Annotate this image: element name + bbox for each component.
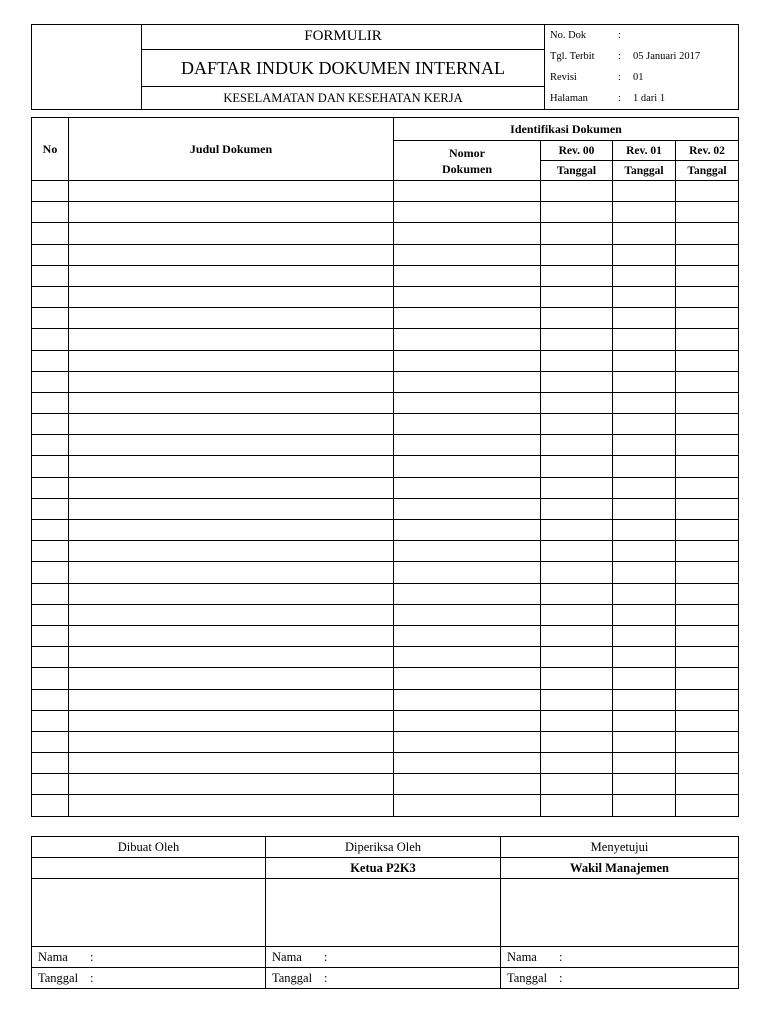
table-row bbox=[32, 244, 739, 265]
cell-nomor-dokumen[interactable] bbox=[394, 604, 541, 625]
cell-judul-dokumen[interactable] bbox=[69, 774, 394, 795]
cell-nomor-dokumen[interactable] bbox=[394, 583, 541, 604]
cell-tanggal-rev-01[interactable] bbox=[613, 181, 676, 202]
cell-judul-dokumen[interactable] bbox=[69, 520, 394, 541]
col-header-identifikasi: Identifikasi Dokumen bbox=[394, 118, 739, 141]
cell-nomor-dokumen[interactable] bbox=[394, 498, 541, 519]
cell-judul-dokumen[interactable] bbox=[69, 647, 394, 668]
cell-no[interactable] bbox=[32, 477, 69, 498]
cell-tanggal-rev-02[interactable] bbox=[676, 350, 739, 371]
cell-nomor-dokumen[interactable] bbox=[394, 774, 541, 795]
cell-tanggal-rev-02[interactable] bbox=[676, 477, 739, 498]
sig-date-field-diperiksa[interactable]: Tanggal : bbox=[266, 968, 501, 989]
col-header-tanggal-rev-02: Tanggal bbox=[676, 161, 739, 181]
cell-tanggal-rev-01[interactable] bbox=[613, 710, 676, 731]
cell-judul-dokumen[interactable] bbox=[69, 541, 394, 562]
cell-tanggal-rev-00[interactable] bbox=[541, 795, 613, 816]
cell-no[interactable] bbox=[32, 308, 69, 329]
col-header-tanggal-rev-00: Tanggal bbox=[541, 161, 613, 181]
cell-nomor-dokumen[interactable] bbox=[394, 520, 541, 541]
cell-tanggal-rev-01[interactable] bbox=[613, 286, 676, 307]
cell-tanggal-rev-00[interactable] bbox=[541, 625, 613, 646]
cell-tanggal-rev-01[interactable] bbox=[613, 625, 676, 646]
table-row bbox=[32, 498, 739, 519]
cell-no[interactable] bbox=[32, 265, 69, 286]
cell-tanggal-rev-01[interactable] bbox=[613, 541, 676, 562]
table-row bbox=[32, 329, 739, 350]
cell-no[interactable] bbox=[32, 244, 69, 265]
cell-tanggal-rev-01[interactable] bbox=[613, 647, 676, 668]
sig-date-field-menyetujui[interactable]: Tanggal : bbox=[501, 968, 739, 989]
cell-nomor-dokumen[interactable] bbox=[394, 689, 541, 710]
cell-judul-dokumen[interactable] bbox=[69, 392, 394, 413]
cell-tanggal-rev-00[interactable] bbox=[541, 371, 613, 392]
table-row bbox=[32, 604, 739, 625]
cell-no[interactable] bbox=[32, 774, 69, 795]
cell-tanggal-rev-01[interactable] bbox=[613, 689, 676, 710]
sig-title-dibuat: Dibuat Oleh bbox=[32, 837, 266, 858]
cell-nomor-dokumen[interactable] bbox=[394, 795, 541, 816]
table-row bbox=[32, 456, 739, 477]
cell-nomor-dokumen[interactable] bbox=[394, 477, 541, 498]
sig-role-menyetujui: Wakil Manajemen bbox=[501, 858, 739, 879]
cell-tanggal-rev-02[interactable] bbox=[676, 731, 739, 752]
cell-judul-dokumen[interactable] bbox=[69, 244, 394, 265]
cell-nomor-dokumen[interactable] bbox=[394, 456, 541, 477]
cell-nomor-dokumen[interactable] bbox=[394, 350, 541, 371]
cell-judul-dokumen[interactable] bbox=[69, 456, 394, 477]
cell-tanggal-rev-01[interactable] bbox=[613, 244, 676, 265]
cell-tanggal-rev-00[interactable] bbox=[541, 498, 613, 519]
cell-tanggal-rev-02[interactable] bbox=[676, 520, 739, 541]
cell-nomor-dokumen[interactable] bbox=[394, 202, 541, 223]
cell-tanggal-rev-01[interactable] bbox=[613, 435, 676, 456]
cell-tanggal-rev-01[interactable] bbox=[613, 753, 676, 774]
cell-no[interactable] bbox=[32, 668, 69, 689]
meta-row-halaman: Halaman : 1 dari 1 bbox=[550, 93, 666, 104]
cell-tanggal-rev-01[interactable] bbox=[613, 329, 676, 350]
table-row bbox=[32, 625, 739, 646]
meta-row-tgl-terbit: Tgl. Terbit : 05 Januari 2017 bbox=[550, 51, 701, 62]
cell-judul-dokumen[interactable] bbox=[69, 668, 394, 689]
cell-tanggal-rev-02[interactable] bbox=[676, 392, 739, 413]
form-header bbox=[31, 24, 739, 110]
cell-tanggal-rev-00[interactable] bbox=[541, 308, 613, 329]
cell-nomor-dokumen[interactable] bbox=[394, 562, 541, 583]
table-row bbox=[32, 371, 739, 392]
cell-tanggal-rev-00[interactable] bbox=[541, 202, 613, 223]
cell-tanggal-rev-01[interactable] bbox=[613, 202, 676, 223]
cell-tanggal-rev-00[interactable] bbox=[541, 562, 613, 583]
cell-tanggal-rev-02[interactable] bbox=[676, 202, 739, 223]
cell-tanggal-rev-02[interactable] bbox=[676, 265, 739, 286]
cell-no[interactable] bbox=[32, 647, 69, 668]
cell-tanggal-rev-00[interactable] bbox=[541, 541, 613, 562]
cell-tanggal-rev-02[interactable] bbox=[676, 604, 739, 625]
cell-tanggal-rev-02[interactable] bbox=[676, 774, 739, 795]
cell-tanggal-rev-00[interactable] bbox=[541, 456, 613, 477]
cell-judul-dokumen[interactable] bbox=[69, 753, 394, 774]
cell-judul-dokumen[interactable] bbox=[69, 223, 394, 244]
cell-tanggal-rev-00[interactable] bbox=[541, 435, 613, 456]
form-subtitle: KESELAMATAN DAN KESEHATAN KERJA bbox=[142, 87, 545, 110]
signature-box-dibuat[interactable] bbox=[32, 879, 266, 947]
cell-no[interactable] bbox=[32, 541, 69, 562]
cell-tanggal-rev-02[interactable] bbox=[676, 795, 739, 816]
cell-judul-dokumen[interactable] bbox=[69, 286, 394, 307]
cell-no[interactable] bbox=[32, 498, 69, 519]
cell-tanggal-rev-02[interactable] bbox=[676, 308, 739, 329]
cell-judul-dokumen[interactable] bbox=[69, 371, 394, 392]
cell-tanggal-rev-02[interactable] bbox=[676, 244, 739, 265]
signature-box-menyetujui[interactable] bbox=[501, 879, 739, 947]
table-row bbox=[32, 181, 739, 202]
col-header-rev-02: Rev. 02 bbox=[676, 141, 739, 161]
cell-tanggal-rev-01[interactable] bbox=[613, 731, 676, 752]
cell-tanggal-rev-01[interactable] bbox=[613, 223, 676, 244]
cell-nomor-dokumen[interactable] bbox=[394, 625, 541, 646]
cell-tanggal-rev-02[interactable] bbox=[676, 435, 739, 456]
cell-no[interactable] bbox=[32, 753, 69, 774]
cell-tanggal-rev-02[interactable] bbox=[676, 414, 739, 435]
table-row bbox=[32, 392, 739, 413]
cell-tanggal-rev-00[interactable] bbox=[541, 223, 613, 244]
cell-no[interactable] bbox=[32, 456, 69, 477]
col-header-no: No bbox=[32, 118, 69, 181]
cell-judul-dokumen[interactable] bbox=[69, 477, 394, 498]
cell-no[interactable] bbox=[32, 371, 69, 392]
cell-tanggal-rev-00[interactable] bbox=[541, 731, 613, 752]
cell-nomor-dokumen[interactable] bbox=[394, 435, 541, 456]
cell-tanggal-rev-00[interactable] bbox=[541, 668, 613, 689]
cell-tanggal-rev-00[interactable] bbox=[541, 647, 613, 668]
cell-tanggal-rev-00[interactable] bbox=[541, 414, 613, 435]
cell-tanggal-rev-00[interactable] bbox=[541, 604, 613, 625]
cell-nomor-dokumen[interactable] bbox=[394, 541, 541, 562]
sig-title-diperiksa: Diperiksa Oleh bbox=[266, 837, 501, 858]
cell-tanggal-rev-02[interactable] bbox=[676, 753, 739, 774]
cell-judul-dokumen[interactable] bbox=[69, 795, 394, 816]
sig-title-menyetujui: Menyetujui bbox=[501, 837, 739, 858]
cell-nomor-dokumen[interactable] bbox=[394, 731, 541, 752]
table-row bbox=[32, 414, 739, 435]
cell-tanggal-rev-00[interactable] bbox=[541, 753, 613, 774]
cell-no[interactable] bbox=[32, 329, 69, 350]
table-row bbox=[32, 350, 739, 371]
cell-tanggal-rev-00[interactable] bbox=[541, 350, 613, 371]
cell-judul-dokumen[interactable] bbox=[69, 710, 394, 731]
cell-tanggal-rev-00[interactable] bbox=[541, 329, 613, 350]
cell-tanggal-rev-02[interactable] bbox=[676, 689, 739, 710]
cell-no[interactable] bbox=[32, 286, 69, 307]
cell-no[interactable] bbox=[32, 435, 69, 456]
sig-name-field-diperiksa[interactable]: Nama : bbox=[266, 947, 501, 968]
logo-placeholder bbox=[32, 25, 142, 110]
cell-tanggal-rev-02[interactable] bbox=[676, 710, 739, 731]
table-row bbox=[32, 308, 739, 329]
sig-role-dibuat bbox=[32, 858, 266, 879]
cell-tanggal-rev-01[interactable] bbox=[613, 583, 676, 604]
table-row bbox=[32, 689, 739, 710]
sig-name-field-dibuat[interactable]: Nama : bbox=[32, 947, 266, 968]
cell-no[interactable] bbox=[32, 520, 69, 541]
cell-nomor-dokumen[interactable] bbox=[394, 223, 541, 244]
cell-tanggal-rev-01[interactable] bbox=[613, 477, 676, 498]
cell-no[interactable] bbox=[32, 710, 69, 731]
cell-tanggal-rev-02[interactable] bbox=[676, 286, 739, 307]
cell-judul-dokumen[interactable] bbox=[69, 414, 394, 435]
col-header-nomor-dokumen: Nomor Dokumen bbox=[394, 141, 541, 181]
cell-tanggal-rev-02[interactable] bbox=[676, 181, 739, 202]
col-header-judul: Judul Dokumen bbox=[69, 118, 394, 181]
cell-tanggal-rev-00[interactable] bbox=[541, 689, 613, 710]
table-row bbox=[32, 435, 739, 456]
cell-tanggal-rev-02[interactable] bbox=[676, 456, 739, 477]
cell-nomor-dokumen[interactable] bbox=[394, 244, 541, 265]
cell-judul-dokumen[interactable] bbox=[69, 625, 394, 646]
table-row bbox=[32, 731, 739, 752]
cell-nomor-dokumen[interactable] bbox=[394, 265, 541, 286]
cell-no[interactable] bbox=[32, 562, 69, 583]
cell-no[interactable] bbox=[32, 223, 69, 244]
cell-no[interactable] bbox=[32, 350, 69, 371]
cell-nomor-dokumen[interactable] bbox=[394, 753, 541, 774]
cell-judul-dokumen[interactable] bbox=[69, 498, 394, 519]
cell-tanggal-rev-01[interactable] bbox=[613, 456, 676, 477]
cell-tanggal-rev-01[interactable] bbox=[613, 795, 676, 816]
table-row bbox=[32, 202, 739, 223]
cell-nomor-dokumen[interactable] bbox=[394, 308, 541, 329]
cell-tanggal-rev-00[interactable] bbox=[541, 520, 613, 541]
cell-tanggal-rev-00[interactable] bbox=[541, 265, 613, 286]
cell-tanggal-rev-01[interactable] bbox=[613, 392, 676, 413]
cell-no[interactable] bbox=[32, 583, 69, 604]
cell-nomor-dokumen[interactable] bbox=[394, 181, 541, 202]
cell-tanggal-rev-00[interactable] bbox=[541, 181, 613, 202]
cell-tanggal-rev-00[interactable] bbox=[541, 392, 613, 413]
cell-judul-dokumen[interactable] bbox=[69, 202, 394, 223]
sig-date-field-dibuat[interactable]: Tanggal : bbox=[32, 968, 266, 989]
cell-no[interactable] bbox=[32, 604, 69, 625]
cell-tanggal-rev-02[interactable] bbox=[676, 562, 739, 583]
cell-nomor-dokumen[interactable] bbox=[394, 668, 541, 689]
cell-judul-dokumen[interactable] bbox=[69, 435, 394, 456]
table-row bbox=[32, 710, 739, 731]
cell-tanggal-rev-01[interactable] bbox=[613, 350, 676, 371]
sig-role-diperiksa: Ketua P2K3 bbox=[266, 858, 501, 879]
cell-tanggal-rev-01[interactable] bbox=[613, 308, 676, 329]
cell-tanggal-rev-00[interactable] bbox=[541, 244, 613, 265]
cell-tanggal-rev-01[interactable] bbox=[613, 562, 676, 583]
table-row bbox=[32, 668, 739, 689]
cell-tanggal-rev-02[interactable] bbox=[676, 625, 739, 646]
cell-tanggal-rev-00[interactable] bbox=[541, 286, 613, 307]
cell-judul-dokumen[interactable] bbox=[69, 731, 394, 752]
cell-tanggal-rev-00[interactable] bbox=[541, 710, 613, 731]
cell-tanggal-rev-02[interactable] bbox=[676, 541, 739, 562]
table-row bbox=[32, 753, 739, 774]
cell-judul-dokumen[interactable] bbox=[69, 689, 394, 710]
cell-tanggal-rev-01[interactable] bbox=[613, 604, 676, 625]
form-title-line2: DAFTAR INDUK DOKUMEN INTERNAL bbox=[142, 49, 545, 87]
cell-judul-dokumen[interactable] bbox=[69, 604, 394, 625]
col-header-rev-00: Rev. 00 bbox=[541, 141, 613, 161]
cell-judul-dokumen[interactable] bbox=[69, 329, 394, 350]
cell-no[interactable] bbox=[32, 625, 69, 646]
table-row bbox=[32, 477, 739, 498]
cell-no[interactable] bbox=[32, 181, 69, 202]
cell-tanggal-rev-01[interactable] bbox=[613, 668, 676, 689]
cell-nomor-dokumen[interactable] bbox=[394, 414, 541, 435]
cell-no[interactable] bbox=[32, 689, 69, 710]
cell-judul-dokumen[interactable] bbox=[69, 350, 394, 371]
signature-box-diperiksa[interactable] bbox=[266, 879, 501, 947]
cell-tanggal-rev-01[interactable] bbox=[613, 414, 676, 435]
col-header-rev-01: Rev. 01 bbox=[613, 141, 676, 161]
document-list-body bbox=[32, 181, 739, 817]
cell-nomor-dokumen[interactable] bbox=[394, 371, 541, 392]
cell-tanggal-rev-02[interactable] bbox=[676, 498, 739, 519]
cell-tanggal-rev-01[interactable] bbox=[613, 774, 676, 795]
cell-nomor-dokumen[interactable] bbox=[394, 392, 541, 413]
table-row bbox=[32, 286, 739, 307]
cell-judul-dokumen[interactable] bbox=[69, 583, 394, 604]
table-row bbox=[32, 795, 739, 816]
cell-tanggal-rev-01[interactable] bbox=[613, 520, 676, 541]
cell-tanggal-rev-02[interactable] bbox=[676, 223, 739, 244]
table-row bbox=[32, 520, 739, 541]
cell-tanggal-rev-02[interactable] bbox=[676, 647, 739, 668]
table-row bbox=[32, 223, 739, 244]
cell-tanggal-rev-01[interactable] bbox=[613, 498, 676, 519]
cell-judul-dokumen[interactable] bbox=[69, 265, 394, 286]
cell-no[interactable] bbox=[32, 414, 69, 435]
sig-name-field-menyetujui[interactable]: Nama : bbox=[501, 947, 739, 968]
document-list-table bbox=[31, 117, 739, 817]
cell-tanggal-rev-02[interactable] bbox=[676, 583, 739, 604]
cell-nomor-dokumen[interactable] bbox=[394, 286, 541, 307]
cell-tanggal-rev-01[interactable] bbox=[613, 265, 676, 286]
table-row bbox=[32, 774, 739, 795]
table-row bbox=[32, 562, 739, 583]
cell-no[interactable] bbox=[32, 392, 69, 413]
cell-tanggal-rev-00[interactable] bbox=[541, 774, 613, 795]
cell-tanggal-rev-01[interactable] bbox=[613, 371, 676, 392]
cell-nomor-dokumen[interactable] bbox=[394, 329, 541, 350]
meta-row-no-dok: No. Dok : bbox=[550, 30, 621, 41]
cell-nomor-dokumen[interactable] bbox=[394, 710, 541, 731]
table-row bbox=[32, 541, 739, 562]
meta-row-revisi: Revisi : 01 bbox=[550, 72, 644, 83]
table-row bbox=[32, 647, 739, 668]
cell-no[interactable] bbox=[32, 202, 69, 223]
cell-tanggal-rev-00[interactable] bbox=[541, 583, 613, 604]
table-row bbox=[32, 265, 739, 286]
cell-tanggal-rev-02[interactable] bbox=[676, 668, 739, 689]
form-title-line1: FORMULIR bbox=[142, 25, 545, 50]
cell-nomor-dokumen[interactable] bbox=[394, 647, 541, 668]
cell-tanggal-rev-02[interactable] bbox=[676, 329, 739, 350]
col-header-tanggal-rev-01: Tanggal bbox=[613, 161, 676, 181]
signature-table bbox=[31, 836, 739, 989]
document-meta bbox=[545, 25, 739, 110]
cell-no[interactable] bbox=[32, 731, 69, 752]
table-row bbox=[32, 583, 739, 604]
cell-judul-dokumen[interactable] bbox=[69, 562, 394, 583]
cell-tanggal-rev-00[interactable] bbox=[541, 477, 613, 498]
cell-judul-dokumen[interactable] bbox=[69, 181, 394, 202]
cell-judul-dokumen[interactable] bbox=[69, 308, 394, 329]
cell-no[interactable] bbox=[32, 795, 69, 816]
cell-tanggal-rev-02[interactable] bbox=[676, 371, 739, 392]
